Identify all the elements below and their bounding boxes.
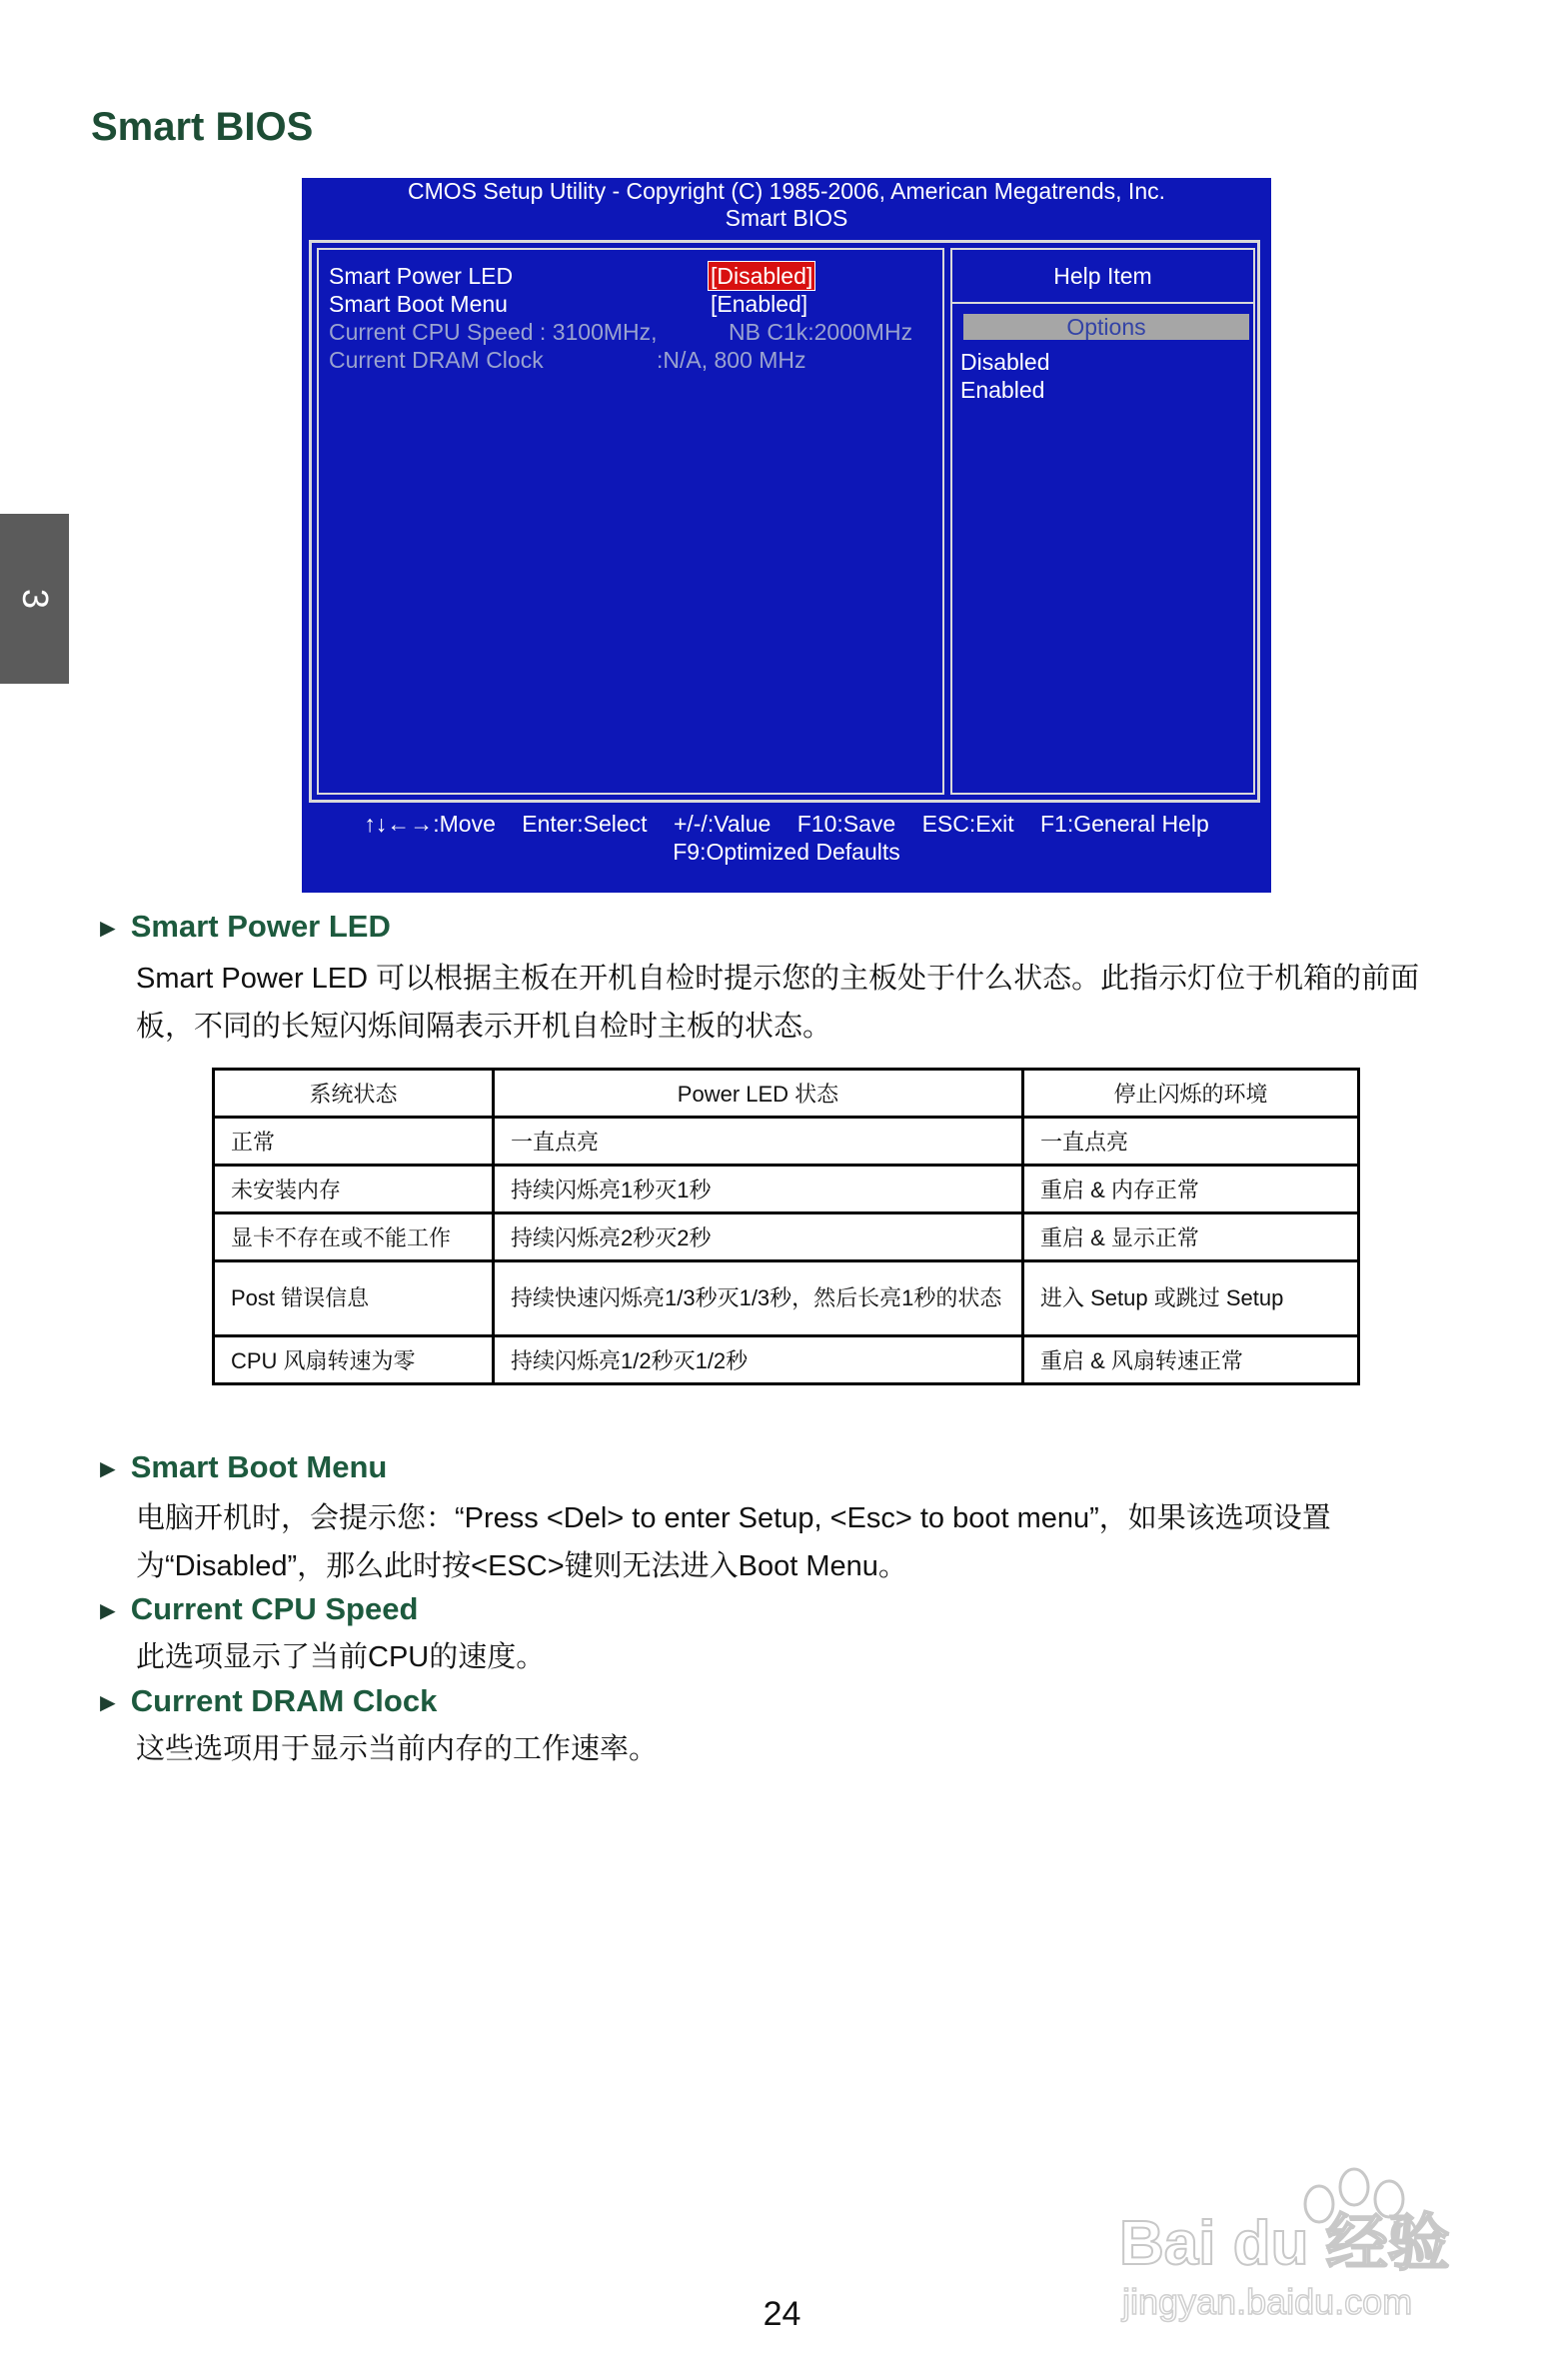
led-status-table	[212, 1068, 1360, 1385]
bios-screen	[302, 178, 1271, 893]
section-title-power-led	[95, 909, 391, 945]
watermark-url: jingyan.baidu.com	[1122, 2281, 1413, 2322]
bios-item-value: :N/A, 800 MHz	[657, 347, 806, 373]
bios-frame	[309, 240, 1260, 803]
bios-item-label: Smart Boot Menu	[329, 291, 508, 317]
chapter-number: 3	[14, 588, 56, 610]
table-cell: 重启 & 内存正常	[1023, 1166, 1359, 1213]
bullet-arrow-icon: ►	[95, 913, 121, 943]
table-row	[214, 1118, 1359, 1166]
section-title-text: Current CPU Speed	[130, 1591, 419, 1626]
bullet-arrow-icon: ►	[95, 1595, 121, 1625]
section-title-boot-menu	[95, 1449, 387, 1485]
table-cell: 重启 & 显示正常	[1023, 1213, 1359, 1261]
table-cell: 重启 & 风扇转速正常	[1023, 1336, 1359, 1384]
table-cell: 未安装内存	[214, 1166, 494, 1213]
table-cell: Post 错误信息	[214, 1261, 494, 1336]
section-title-text: Current DRAM Clock	[130, 1683, 438, 1718]
section-title-dram-clock	[95, 1683, 437, 1719]
section-title-text: Smart Power LED	[130, 909, 391, 944]
bios-screen-title: Smart BIOS	[725, 205, 848, 231]
key-value: +/-/:Value	[673, 811, 772, 837]
bios-item-value: NB C1k:2000MHz	[729, 319, 913, 345]
watermark-logo-text: Bai du 经验	[1119, 2209, 1450, 2278]
table-cell: 持续闪烁亮1/2秒灭1/2秒	[494, 1336, 1023, 1384]
bios-item-smart-power-led[interactable]	[329, 262, 813, 290]
table-cell: 持续闪烁亮2秒灭2秒	[494, 1213, 1023, 1261]
chapter-tab	[0, 514, 69, 684]
bios-item-dram-clock	[329, 346, 806, 374]
table-cell: 持续快速闪烁亮1/3秒灭1/3秒，然后长亮1秒的状态	[494, 1261, 1023, 1336]
table-header-row	[214, 1070, 1359, 1118]
table-header: Power LED 状态	[494, 1070, 1023, 1118]
table-row	[214, 1213, 1359, 1261]
bios-item-label: Current CPU Speed : 3100MHz,	[329, 319, 658, 345]
page-title: Smart BIOS	[91, 105, 314, 149]
bios-settings-panel	[317, 248, 944, 795]
table-cell: 正常	[214, 1118, 494, 1166]
key-save: F10:Save	[796, 811, 896, 837]
table-cell: 显卡不存在或不能工作	[214, 1213, 494, 1261]
baidu-jingyan-watermark	[1114, 2159, 1494, 2329]
table-cell: 进入 Setup 或跳过 Setup	[1023, 1261, 1359, 1336]
key-defaults: F9:Optimized Defaults	[673, 839, 900, 865]
bullet-arrow-icon: ►	[95, 1453, 121, 1483]
section-body-cpu-speed: 此选项显示了当前CPU的速度。	[136, 1641, 546, 1673]
table-cell: 一直点亮	[494, 1118, 1023, 1166]
table-cell: 一直点亮	[1023, 1118, 1359, 1166]
table-row	[214, 1336, 1359, 1384]
key-help: F1:General Help	[1040, 811, 1209, 837]
section-title-text: Smart Boot Menu	[130, 1449, 388, 1484]
bullet-arrow-icon: ►	[95, 1687, 121, 1717]
section-title-cpu-speed	[95, 1591, 418, 1627]
options-header: Options	[963, 314, 1249, 340]
bios-item-cpu-speed	[329, 318, 913, 346]
bios-item-value[interactable]: [Disabled]	[711, 263, 813, 289]
table-row	[214, 1261, 1359, 1336]
key-select: Enter:Select	[522, 811, 648, 837]
bios-footer	[302, 810, 1271, 866]
bios-help-panel	[950, 248, 1255, 795]
table-header: 停止闪烁的环境	[1023, 1070, 1359, 1118]
table-row	[214, 1166, 1359, 1213]
section-body-power-led: Smart Power LED 可以根据主板在开机自检时提示您的主板处于什么状态。此指示灯位于机箱的前面板，不同的长短闪烁间隔表示开机自检时主板的状态。	[136, 963, 1420, 1043]
option-disabled[interactable]: Disabled	[960, 349, 1050, 375]
bios-copyright: CMOS Setup Utility - Copyright (C) 1985-2006, American Megatrends, Inc.	[407, 178, 1166, 204]
bios-item-value[interactable]: [Enabled]	[711, 291, 808, 317]
bios-item-label: Current DRAM Clock	[329, 347, 544, 373]
table-cell: CPU 风扇转速为零	[214, 1336, 494, 1384]
help-title: Help Item	[952, 250, 1253, 304]
bios-item-label: Smart Power LED	[329, 263, 514, 289]
page-number: 24	[763, 2295, 801, 2333]
key-move: ↑↓←→:Move	[364, 811, 496, 837]
section-body-boot-menu: 电脑开机时，会提示您：“Press <Del> to enter Setup, <Esc> to boot menu”，如果该选项设置为“Disabled”，那么此时按<ESC>键则无法进入Boot Menu。	[136, 1502, 1331, 1582]
bios-header	[302, 178, 1271, 232]
section-body-dram-clock: 这些选项用于显示当前内存的工作速率。	[136, 1733, 659, 1765]
bios-item-smart-boot-menu[interactable]	[329, 290, 808, 318]
option-enabled[interactable]: Enabled	[960, 377, 1045, 403]
key-exit: ESC:Exit	[921, 811, 1014, 837]
table-header: 系统状态	[214, 1070, 494, 1118]
table-cell: 持续闪烁亮1秒灭1秒	[494, 1166, 1023, 1213]
